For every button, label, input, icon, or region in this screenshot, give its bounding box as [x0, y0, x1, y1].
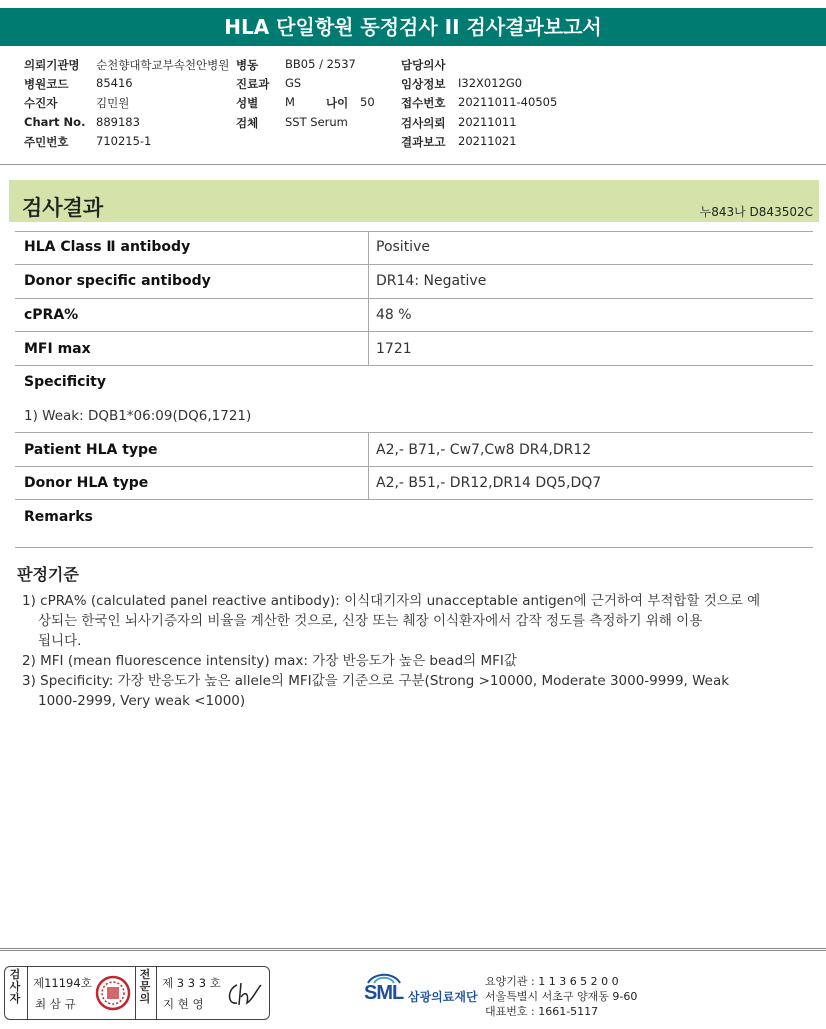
tester-label: 검사자: [9, 968, 21, 1005]
criteria-item: 3) Specificity: 가장 반응도가 높은 allele의 MFI값을 기준으로 구분(Strong >10000, Moderate 3000-9999, Weak 1000-2999, Very weak <1000): [22, 673, 730, 709]
tester-name: 최 삼 규: [35, 997, 76, 1011]
divider: [156, 967, 157, 1019]
table-rule: [15, 547, 813, 548]
signature-box: [4, 966, 270, 1020]
header-value: 김민원: [96, 96, 130, 110]
header-field: 검사의뢰: [401, 116, 446, 130]
footer-info: 서울특별시 서초구 양재동 9-60: [485, 990, 638, 1003]
header-field: Chart No.: [24, 115, 86, 129]
row-value: DR14: Negative: [376, 273, 487, 289]
divider: [27, 967, 28, 1019]
row-label: cPRA%: [24, 307, 79, 323]
tester-license: 제11194호: [33, 976, 92, 990]
header-value: 20211011: [458, 115, 517, 129]
criteria-title: 판정기준: [17, 565, 79, 584]
table-rule: [15, 432, 813, 433]
header-field: 성별: [236, 96, 259, 110]
row-value: Positive: [376, 239, 430, 255]
remarks-label: Remarks: [24, 509, 93, 525]
header-field: 병원코드: [24, 77, 69, 91]
footer-divider: [0, 948, 826, 951]
table-rule: [15, 298, 813, 299]
footer-info: 대표번호 : 1661-5117: [485, 1005, 599, 1018]
results-title: 검사결과: [22, 196, 104, 220]
header-value: 20211021: [458, 134, 517, 148]
header-value: M: [285, 95, 295, 109]
table-rule: [15, 264, 813, 265]
header-field: 임상정보: [401, 77, 446, 91]
signature-icon: [223, 979, 263, 1009]
header-value: 순천향대학교부속천안병원: [96, 58, 230, 72]
table-rule: [15, 231, 813, 232]
row-label: Donor specific antibody: [24, 273, 211, 289]
table-rule: [15, 365, 813, 366]
header-field: 병동: [236, 58, 259, 72]
header-divider: [0, 164, 826, 165]
divider: [135, 967, 136, 1019]
row-label: Donor HLA type: [24, 475, 149, 491]
doctor-label: 전문의: [139, 968, 151, 1005]
row-value: A2,- B51,- DR12,DR14 DQ5,DQ7: [376, 475, 602, 491]
sml-logo: [362, 970, 482, 1010]
row-label: MFI max: [24, 341, 91, 357]
header-value: 710215-1: [96, 134, 152, 148]
header-field: 접수번호: [401, 96, 446, 110]
report-title: HLA 단일항원 동정검사 II 검사결과보고서: [0, 8, 826, 46]
logo-text: SML: [364, 982, 404, 1004]
header-value: I32X012G0: [458, 76, 523, 90]
header-field: 나이: [326, 96, 349, 110]
specificity-value: 1) Weak: DQB1*06:09(DQ6,1721): [24, 408, 252, 424]
header-field: 담당의사: [401, 58, 446, 72]
table-rule: [15, 331, 813, 332]
header-field: 수진자: [24, 96, 58, 110]
row-label: Patient HLA type: [24, 442, 158, 458]
header-value: GS: [285, 76, 302, 90]
header-field: 의뢰기관명: [24, 58, 80, 72]
header-field: 주민번호: [24, 135, 69, 149]
header-value: 85416: [96, 76, 133, 90]
doctor-name: 지 현 영: [163, 997, 204, 1011]
row-value: A2,- B71,- Cw7,Cw8 DR4,DR12: [376, 442, 592, 458]
specificity-label: Specificity: [24, 374, 106, 390]
header-field: 검체: [236, 116, 259, 130]
row-label: HLA Class Ⅱ antibody: [24, 239, 191, 255]
results-band: [9, 180, 819, 222]
header-value: 889183: [96, 115, 140, 129]
results-code: 누843나 D843502C: [699, 205, 813, 219]
table-rule: [15, 499, 813, 500]
header-field: 결과보고: [401, 135, 446, 149]
footer-info: 요양기관 : 1 1 3 6 5 2 0 0: [485, 975, 619, 988]
row-value: 48 %: [376, 307, 412, 323]
red-seal-icon: [95, 975, 131, 1011]
doctor-license: 제 3 3 3 호: [162, 976, 221, 990]
header-value: SST Serum: [285, 115, 348, 129]
header-field: 진료과: [236, 77, 270, 91]
criteria-item: 2) MFI (mean fluorescence intensity) max: 가장 반응도가 높은 bead의 MFI값: [22, 653, 517, 669]
criteria-item: 1) cPRA% (calculated panel reactive antibody): 이식대기자의 unacceptable antigen에 근거하여 부적합할 것으로 예 상되는 한국인 뇌사기증자의 비율을 계산한 것으로, 신장 또는 췌장 이식환자에서 감작 정도를 측정하기 위해 이용 됩니다.: [22, 593, 761, 649]
header-value: BB05 / 2537: [285, 57, 356, 71]
row-value: 1721: [376, 341, 412, 357]
table-rule: [15, 466, 813, 467]
org-name: 삼광의료재단: [408, 990, 478, 1004]
header-value: 50: [360, 95, 375, 109]
header-value: 20211011-40505: [458, 95, 558, 109]
